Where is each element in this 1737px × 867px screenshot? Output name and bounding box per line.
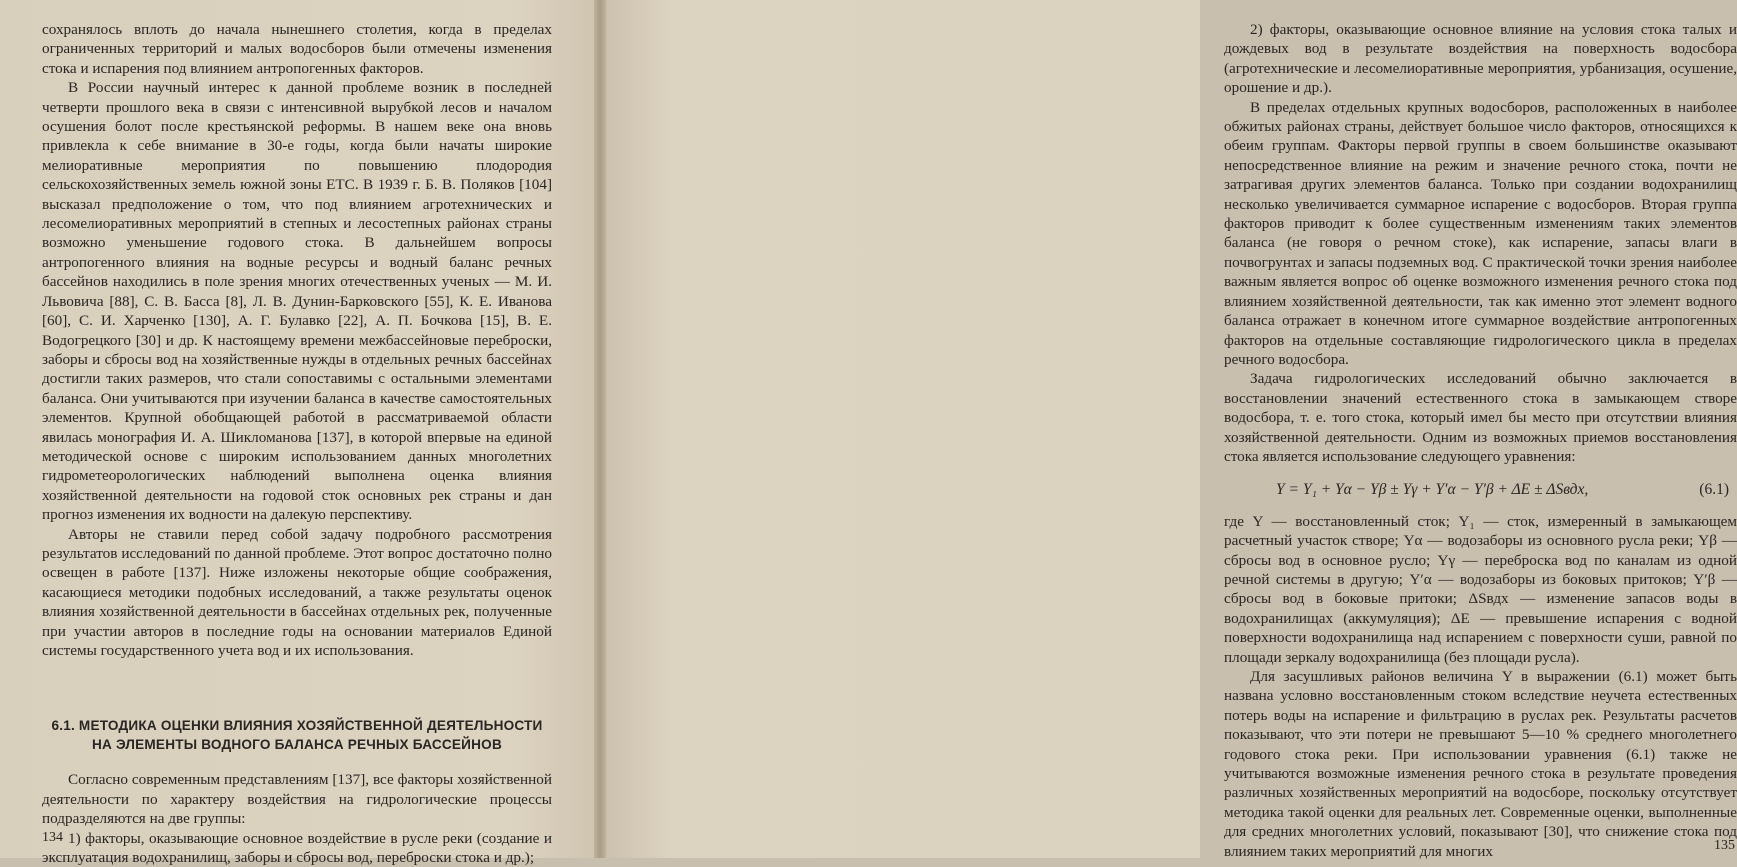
left-paragraph-4: Согласно современным представлениям [137], все факторы хозяйственной деятельности по характеру воздействия на гидрологические процессы подразделяются на две группы: — [42, 771, 552, 828]
left-paragraph-1: сохранялось вплоть до начала нынешнего столетия, когда в пределах ограниченных территорий и малых водосборов были отмечены изменения стока и испарения под влиянием антропогенных факторов. — [42, 21, 552, 77]
left-text-column — [42, 20, 552, 867]
equation-number: (6.1) — [1699, 481, 1729, 499]
section-heading-line-1: 6.1. МЕТОДИКА ОЦЕНКИ ВЛИЯНИЯ ХОЗЯЙСТВЕННОЙ ДЕЯТЕЛЬНОСТИ — [51, 718, 543, 734]
section-heading — [42, 716, 552, 754]
left-paragraph-3: Авторы не ставили перед собой задачу подробного рассмотрения результатов исследований по данной проблеме. Этот вопрос достаточно полно освещен в работе [137]. Ниже изложены некоторые общие соображения, касающиеся методики подобных исследований, а также результаты оценок влияния хозяйственной деятельности в бассейнах отдельных рек, полученные при участии авторов в последние годы на основании материалов Единой системы государственного учета вод и их использования. — [42, 525, 552, 659]
right-paragraph-2: В пределах отдельных крупных водосборов, расположенных в наиболее обжитых районах страны, действует большое число факторов, относящихся к обеим группам. Факторы первой группы в своем большинстве оказывают непосредственное влияние на режим и значение речного стока, почти не затрагивая других элементов баланса. Только при создании водохранилищ несколько увеличивается суммарное испарение с водосборов. Вторая группа факторов приводит к более существенным изменениям таких элементов баланса (не говоря о речном стоке), как испарение, запасы влаги в почвогрунтах и запасы подземных вод. С практической точки зрения наиболее важным является вопрос об оценке возможного изменения речного стока под влиянием хозяйственной деятельности, так как именно этот элемент водного баланса отражает в конечном итоге суммарное воздействие антропогенных факторов на отдельные составляющие гидрологического цикла в пределах речного водосбора. — [1224, 98, 1737, 368]
equation-6-1 — [1224, 480, 1737, 499]
left-paragraph-5: 1) факторы, оказывающие основное воздействие в русле реки (создание и эксплуатация водохранилищ, заборы и сбросы вод, переброски стока и др.); — [42, 829, 552, 867]
page-number-left: 134 — [42, 830, 63, 845]
book-gutter — [594, 0, 606, 858]
left-page — [0, 0, 600, 867]
section-gap — [42, 660, 552, 694]
right-paragraph-1: 2) факторы, оказывающие основное влияние на условия стока талых и дождевых вод в результате воздействия на поверхность водосбора (агротехнические и лесомелиоративные мероприятия, урбанизация, осушение, орошение и др.). — [1224, 21, 1737, 97]
right-page — [600, 0, 1737, 860]
right-paragraph-4: где Y — восстановленный сток; Y₁ — сток, измеренный в замыкающем расчетный участок створе; Yα — водозаборы из основного русла реки; Yβ — сбросы вод в основное русло; Yγ — переброска вод по каналам из одной речной системы в другую; Y′α — водозаборы из боковых притоков; Y′β — сбросы вод в боковые притоки; ΔSвдх — изменение запасов воды в водохранилищах (аккумуляция); ΔE — превышение испарения с водной поверхности водохранилища над испарением с поверхности суши, равной по площади зеркалу водохранилища (без площади русла). — [1224, 512, 1737, 666]
right-paragraph-3: Задача гидрологических исследований обычно заключается в восстановлении значений естественного стока в замыкающем створе водосбора, т. е. того стока, который имел бы место при отсутствии влияния хозяйственной деятельности. Одним из возможных приемов восстановления стока является использование следующего уравнения: — [1224, 370, 1737, 465]
right-text-column — [1224, 20, 1737, 861]
section-heading-line-2: НА ЭЛЕМЕНТЫ ВОДНОГО БАЛАНСА РЕЧНЫХ БАССЕЙНОВ — [92, 737, 502, 753]
equation-body: Y = Y₁ + Yα − Yβ ± Yγ + Y′α − Y′β + ΔE ± ΔSвдх, — [1276, 481, 1589, 499]
right-paragraph-5: Для засушливых районов величина Y в выражении (6.1) может быть названа условно восстановленным стоком вследствие неучета естественных потерь воды на испарение и фильтрацию в руслах рек. Результаты расчетов показывают, что эти потери не превышают 5—10 % среднего многолетнего годового стока реки. При использовании уравнения (6.1) также не учитываются возможные изменения речного стока в результате проведения различных хозяйственных мероприятий на водосборе, поскольку отсутствует методика такой оценки для реальных лет. Современные оценки, выполненные для средних многолетних условий, показывают [30], что снижение стока под влиянием таких мероприятий для многих — [1224, 668, 1737, 860]
page-number-right: 135 — [1714, 838, 1735, 853]
left-paragraph-2: В России научный интерес к данной проблеме возник в последней четверти прошлого века в связи с интенсивной вырубкой лесов и началом осушения болот после крестьянской реформы. В нашем веке она вновь привлекла к себе внимание в 30-е годы, когда были начаты широкие мелиоративные мероприятия по повышению плодородия сельскохозяйственных земель южной зоны ЕТС. В 1939 г. Б. В. Поляков [104] высказал предположение о том, что под влиянием агротехнических и лесомелиоративных мероприятий в степных и лесостепных районах страны возможно уменьшение годового стока. В дальнейшем вопросы антропогенного влияния на водные ресурсы и водный баланс речных бассейнов находились в поле зрения многих отечественных ученых — М. И. Львовича [88], С. В. Басса [8], Л. В. Дунин-Барковского [55], К. Е. Иванова [60], С. И. Харченко [130], А. Г. Булавко [22], А. П. Бочкова [15], В. Е. Водогрецкого [30] и др. К настоящему времени межбассейновые переброски, заборы и сбросы вод на хозяйственные нужды в отдельных речных бассейнах достигли таких размеров, что стали сопоставимы с остальными элементами баланса. Они учитываются при изучении баланса в качестве самостоятельных элементов. Крупной обобщающей работой в рассматриваемой области явилась монография И. А. Шикломанова [137], в которой впервые на единой методической основе с широким использованием данных многолетних гидрометеорологических наблюдений выполнена оценка влияния хозяйственной деятельности на годовой сток основных рек страны и дан прогноз изменения их водности на далекую перспективу. — [42, 79, 552, 524]
